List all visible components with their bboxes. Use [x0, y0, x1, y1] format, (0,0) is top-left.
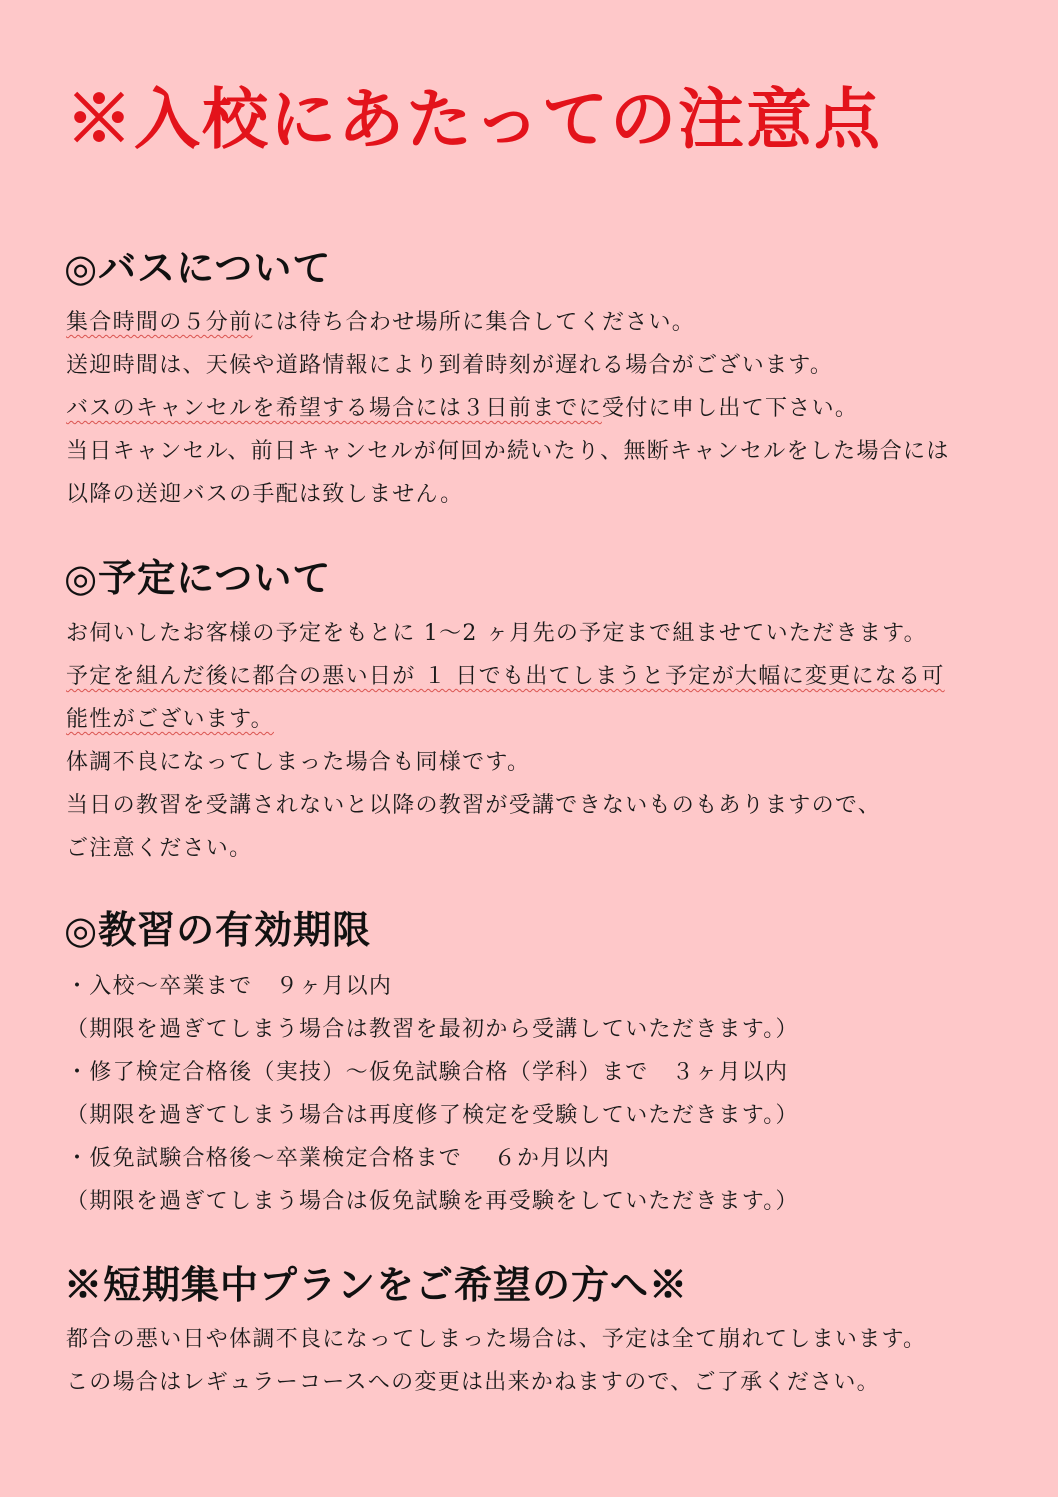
text-line: ・入校〜卒業まで ９ヶ月以内 — [66, 974, 393, 999]
section-heading-intensive-plan: ※短期集中プランをご希望の方へ※ — [64, 1262, 689, 1307]
page-title: ※入校にあたっての注意点 — [66, 80, 882, 158]
text-line: 当日キャンセル、前日キャンセルが何回か続いたり、無断キャンセルをした場合には — [66, 439, 950, 464]
section-body-intensive-plan — [66, 1318, 1016, 1404]
text-line: お伺いしたお客様の予定をもとに 1〜2 ヶ月先の予定まで組ませていただきます。 — [66, 621, 927, 646]
section-heading-validity: ◎教習の有効期限 — [64, 907, 372, 952]
text-line: バスのキャンセルを希望する場合には３日前までに受付に申し出て下さい。 — [66, 396, 859, 421]
text-line: 集合時間の５分前には待ち合わせ場所に集合してください。 — [66, 310, 696, 335]
text-line: 送迎時間は、天候や道路情報により到着時刻が遅れる場合がございます。 — [66, 353, 834, 378]
text-line: この場合はレギュラーコースへの変更は出来かねますので、ご了承ください。 — [66, 1370, 880, 1395]
text-line: 予定を組んだ後に都合の悪い日が １ 日でも出てしまうと予定が大幅に変更になる可 — [66, 664, 945, 689]
text-line: 当日の教習を受講されないと以降の教習が受講できないものもありますので、 — [66, 793, 882, 818]
section-body-schedule — [66, 612, 1016, 870]
section-heading-schedule: ◎予定について — [64, 555, 332, 600]
text-line: ・仮免試験合格後〜卒業検定合格まで ６か月以内 — [66, 1146, 611, 1171]
text-line: ・修了検定合格後（実技）〜仮免試験合格（学科）まで ３ヶ月以内 — [66, 1060, 789, 1085]
text-line: 都合の悪い日や体調不良になってしまった場合は、予定は全て崩れてしまいます。 — [66, 1327, 927, 1352]
text-line: （期限を過ぎてしまう場合は教習を最初から受講していただきます。） — [66, 1017, 799, 1042]
section-body-validity — [66, 965, 1016, 1223]
text-line: （期限を過ぎてしまう場合は仮免試験を再受験をしていただきます。） — [66, 1189, 799, 1214]
section-heading-bus: ◎バスについて — [64, 245, 332, 290]
text-line: 以降の送迎バスの手配は致しません。 — [66, 482, 464, 507]
text-line: 体調不良になってしまった場合も同様です。 — [66, 750, 531, 775]
text-line: ご注意ください。 — [66, 836, 253, 861]
text-line: （期限を過ぎてしまう場合は再度修了検定を受験していただきます。） — [66, 1103, 799, 1128]
text-line: 能性がございます。 — [66, 707, 274, 732]
section-body-bus — [66, 301, 1016, 516]
